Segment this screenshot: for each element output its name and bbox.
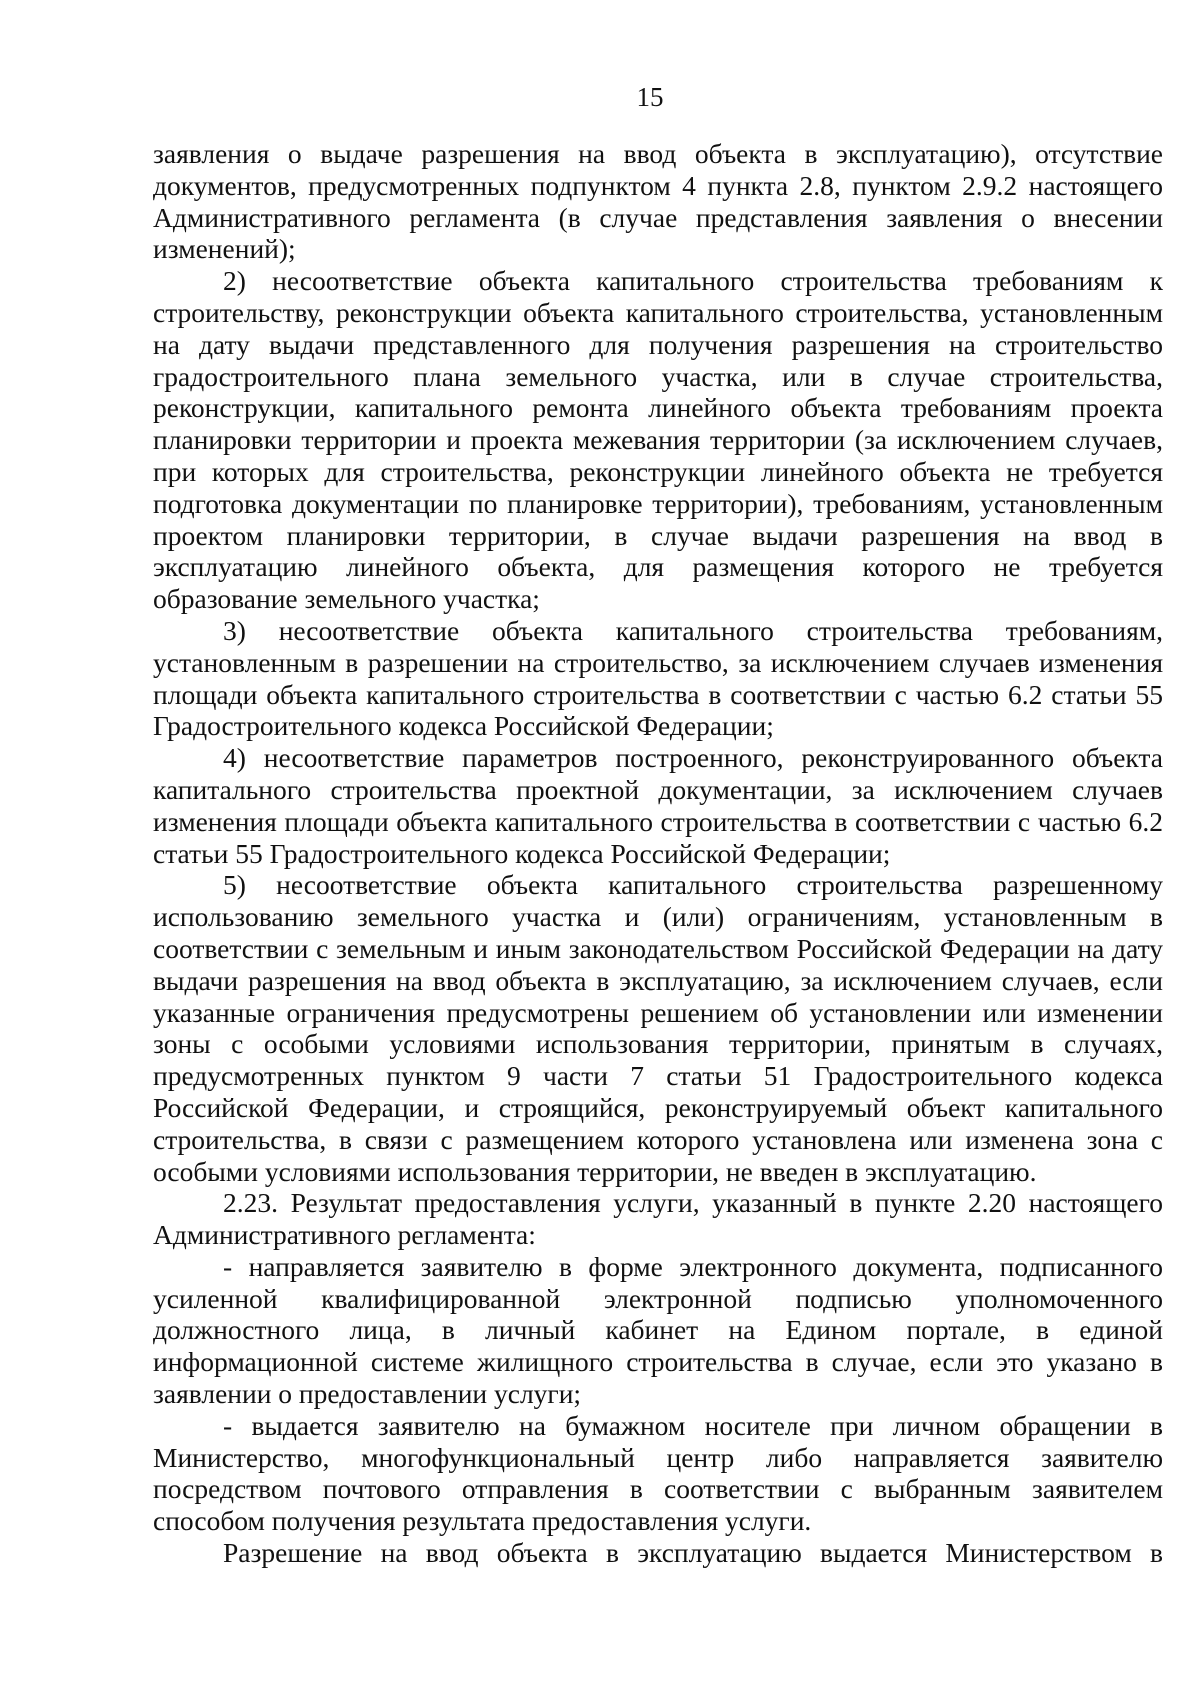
paragraph-item-4: 4) несоответствие параметров построенного, реконструированного объекта капитального строительства проектной документации, за исключением случаев изменения площади объекта капитального строительства в соответствии с частью 6.2 статьи 55 Градостроительного кодекса Российской Федерации;	[153, 742, 1163, 869]
paragraph-permit-issuance: Разрешение на ввод объекта в эксплуатацию выдается Министерством в	[223, 1537, 1163, 1569]
paragraph-item-2: 2) несоответствие объекта капитального строительства требованиям к строительству, реконструкции объекта капитального строительства, установленным на дату выдачи представленного для получения разрешения на строительство градостроительного плана земельного участка, или в случае строительства, реконструкции, капитального ремонта линейного объекта требованиям проекта планировки территории и проекта межевания территории (за исключением случаев, при которых для строительства, реконструкции линейного объекта не требуется подготовка документации по планировке территории), требованиям, установленным проектом планировки территории, в случае выдачи разрешения на ввод в эксплуатацию линейного объекта, для размещения которого не требуется образование земельного участка;	[153, 265, 1163, 615]
page-number: 15	[636, 82, 664, 112]
paragraph-section-2-23: 2.23. Результат предоставления услуги, указанный в пункте 2.20 настоящего Административного регламента:	[153, 1187, 1163, 1251]
paragraph-bullet-paper: - выдается заявителю на бумажном носителе при личном обращении в Министерство, многофункциональный центр либо направляется заявителю посредством почтового отправления в соответствии с выбранным заявителем способом получения результата предоставления услуги.	[153, 1409, 1163, 1537]
paragraph-item-3: 3) несоответствие объекта капитального строительства требованиям, установленным в разрешении на строительство, за исключением случаев изменения площади объекта капитального строительства в соответствии с частью 6.2 статьи 55 Градостроительного кодекса Российской Федерации;	[153, 614, 1163, 742]
paragraph-item-5: 5) несоответствие объекта капитального строительства разрешенному использованию земельного участка и (или) ограничениям, установленным в соответствии с земельным и иным законодательством Российской Федерации на дату выдачи разрешения на ввод объекта в эксплуатацию, за исключением случаев, если указанные ограничения предусмотрены решением об установлении или изменении зоны с особыми условиями использования территории, принятым в случаях, предусмотренных пунктом 9 части 7 статьи 51 Градостроительного кодекса Российской Федерации, и строящийся, реконструируемый объект капитального строительства, в связи с размещением которого установлена или изменена зона с особыми условиями использования территории, не введен в эксплуатацию.	[153, 869, 1163, 1187]
paragraph-continuation: заявления о выдаче разрешения на ввод объекта в эксплуатацию), отсутствие документов, предусмотренных подпунктом 4 пункта 2.8, пунктом 2.9.2 настоящего Административного регламента (в случае представления заявления о внесении изменений);	[153, 138, 1163, 265]
paragraph-bullet-electronic: - направляется заявителю в форме электронного документа, подписанного усиленной квалифицированной электронной подписью уполномоченного должностного лица, в личный кабинет на Едином портале, в единой информационной системе жилищного строительства в случае, если это указано в заявлении о предоставлении услуги;	[153, 1250, 1163, 1410]
document-body	[153, 138, 1163, 1569]
